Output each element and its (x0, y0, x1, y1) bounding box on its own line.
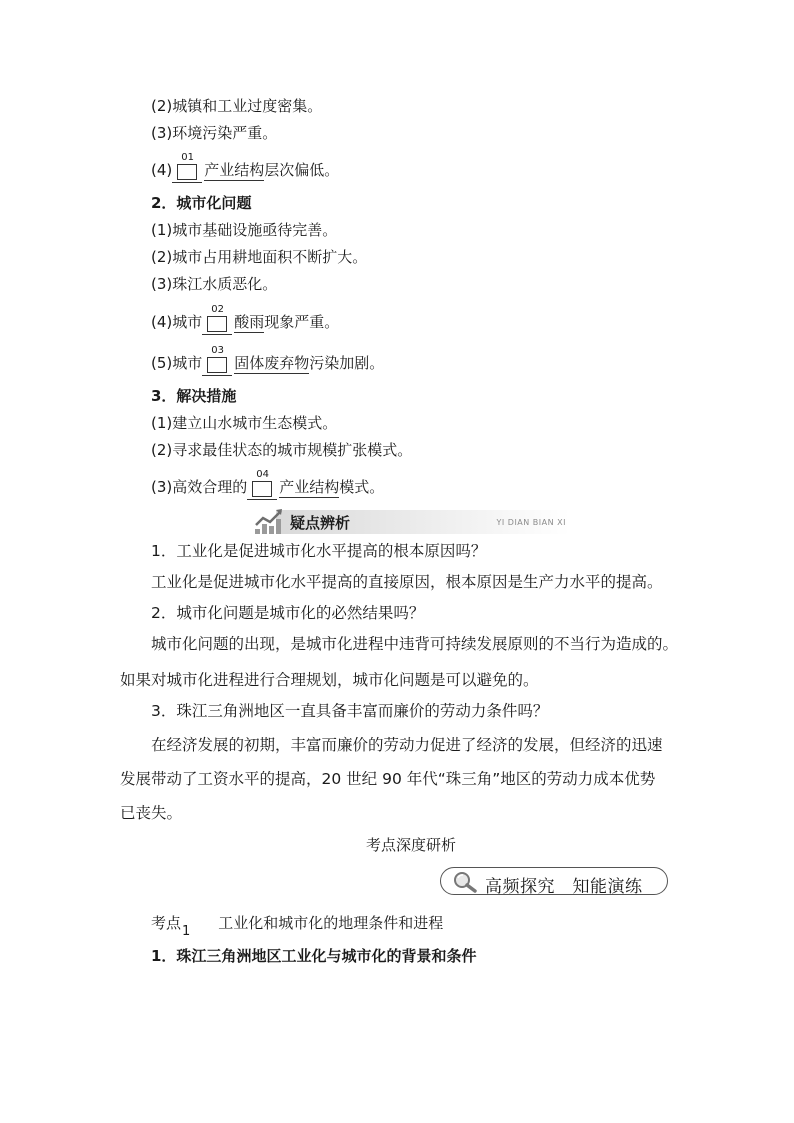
section-pill (440, 867, 668, 895)
list-item: (3)环境污染严重。 (151, 124, 278, 142)
item-suffix: 污染加剧。 (309, 354, 385, 372)
answer-blank (204, 304, 230, 332)
kaodian-heading (151, 913, 443, 942)
list-item: (2)城市占用耕地面积不断扩大。 (151, 248, 368, 266)
answer-blank (174, 152, 200, 180)
list-item-blank (151, 345, 385, 373)
answer-blank (204, 345, 230, 373)
section-title: 考点深度研析 (366, 836, 457, 854)
kaodian-title: 工业化和城市化的地理条件和进程 (218, 914, 444, 932)
answer: 如果对城市化进程进行合理规划，城市化问题是可以避免的。 (120, 671, 539, 689)
item-suffix: 模式。 (339, 478, 385, 496)
answer-blank (249, 469, 275, 497)
list-item: (1)建立山水城市生态模式。 (151, 414, 338, 432)
blank-number: 04 (256, 469, 269, 480)
blank-number: 02 (211, 304, 224, 315)
kaodian-number: 1 (182, 924, 191, 939)
section-heading: 2．城市化问题 (151, 194, 252, 212)
kaodian-label: 考点 (151, 914, 182, 932)
list-item: (1)城市基础设施亟待完善。 (151, 221, 338, 239)
item-prefix: (4) (151, 161, 173, 179)
question: 2．城市化问题是城市化的必然结果吗？ (151, 604, 425, 622)
question: 3．珠江三角洲地区一直具备丰富而廉价的劳动力条件吗？ (151, 702, 549, 720)
blank-number: 03 (211, 345, 224, 356)
answer-text: 产业结构 (204, 161, 265, 179)
list-item: (2)寻求最佳状态的城市规模扩张模式。 (151, 441, 413, 459)
answer: 在经济发展的初期，丰富而廉价的劳动力促进了经济的发展，但经济的迅速 (151, 736, 663, 754)
question: 1．工业化是促进城市化水平提高的根本原因吗？ (151, 542, 487, 560)
item-suffix: 现象严重。 (264, 313, 340, 331)
answer: 工业化是促进城市化水平提高的直接原因，根本原因是生产力水平的提高。 (151, 573, 663, 591)
list-item-blank (151, 469, 385, 497)
list-item-blank (151, 304, 340, 332)
item-suffix: 层次偏低。 (264, 161, 340, 179)
section-banner (254, 507, 570, 535)
answer-text: 酸雨 (234, 313, 265, 331)
answer-text: 产业结构 (279, 478, 340, 496)
item-prefix: (3)高效合理的 (151, 478, 248, 496)
list-item: (3)珠江水质恶化。 (151, 275, 278, 293)
answer: 发展带动了工资水平的提高，20 世纪 90 年代“珠三角”地区的劳动力成本优势 (120, 770, 656, 788)
banner-subtitle: YI DIAN BIAN XI (496, 518, 566, 527)
banner-title: 疑点辨析 (290, 514, 351, 532)
answer: 已丧失。 (120, 804, 183, 822)
list-item-blank (151, 152, 340, 180)
answer-text: 固体废弃物 (234, 354, 310, 372)
list-item: (2)城镇和工业过度密集。 (151, 97, 323, 115)
blank-number: 01 (181, 152, 194, 163)
pill-text: 高频探究 知能演练 (485, 877, 643, 897)
item-prefix: (5)城市 (151, 354, 203, 372)
subheading: 1．珠江三角洲地区工业化与城市化的背景和条件 (151, 947, 477, 965)
item-prefix: (4)城市 (151, 313, 203, 331)
answer: 城市化问题的出现，是城市化进程中违背可持续发展原则的不当行为造成的。 (151, 635, 679, 653)
section-heading: 3．解决措施 (151, 387, 237, 405)
